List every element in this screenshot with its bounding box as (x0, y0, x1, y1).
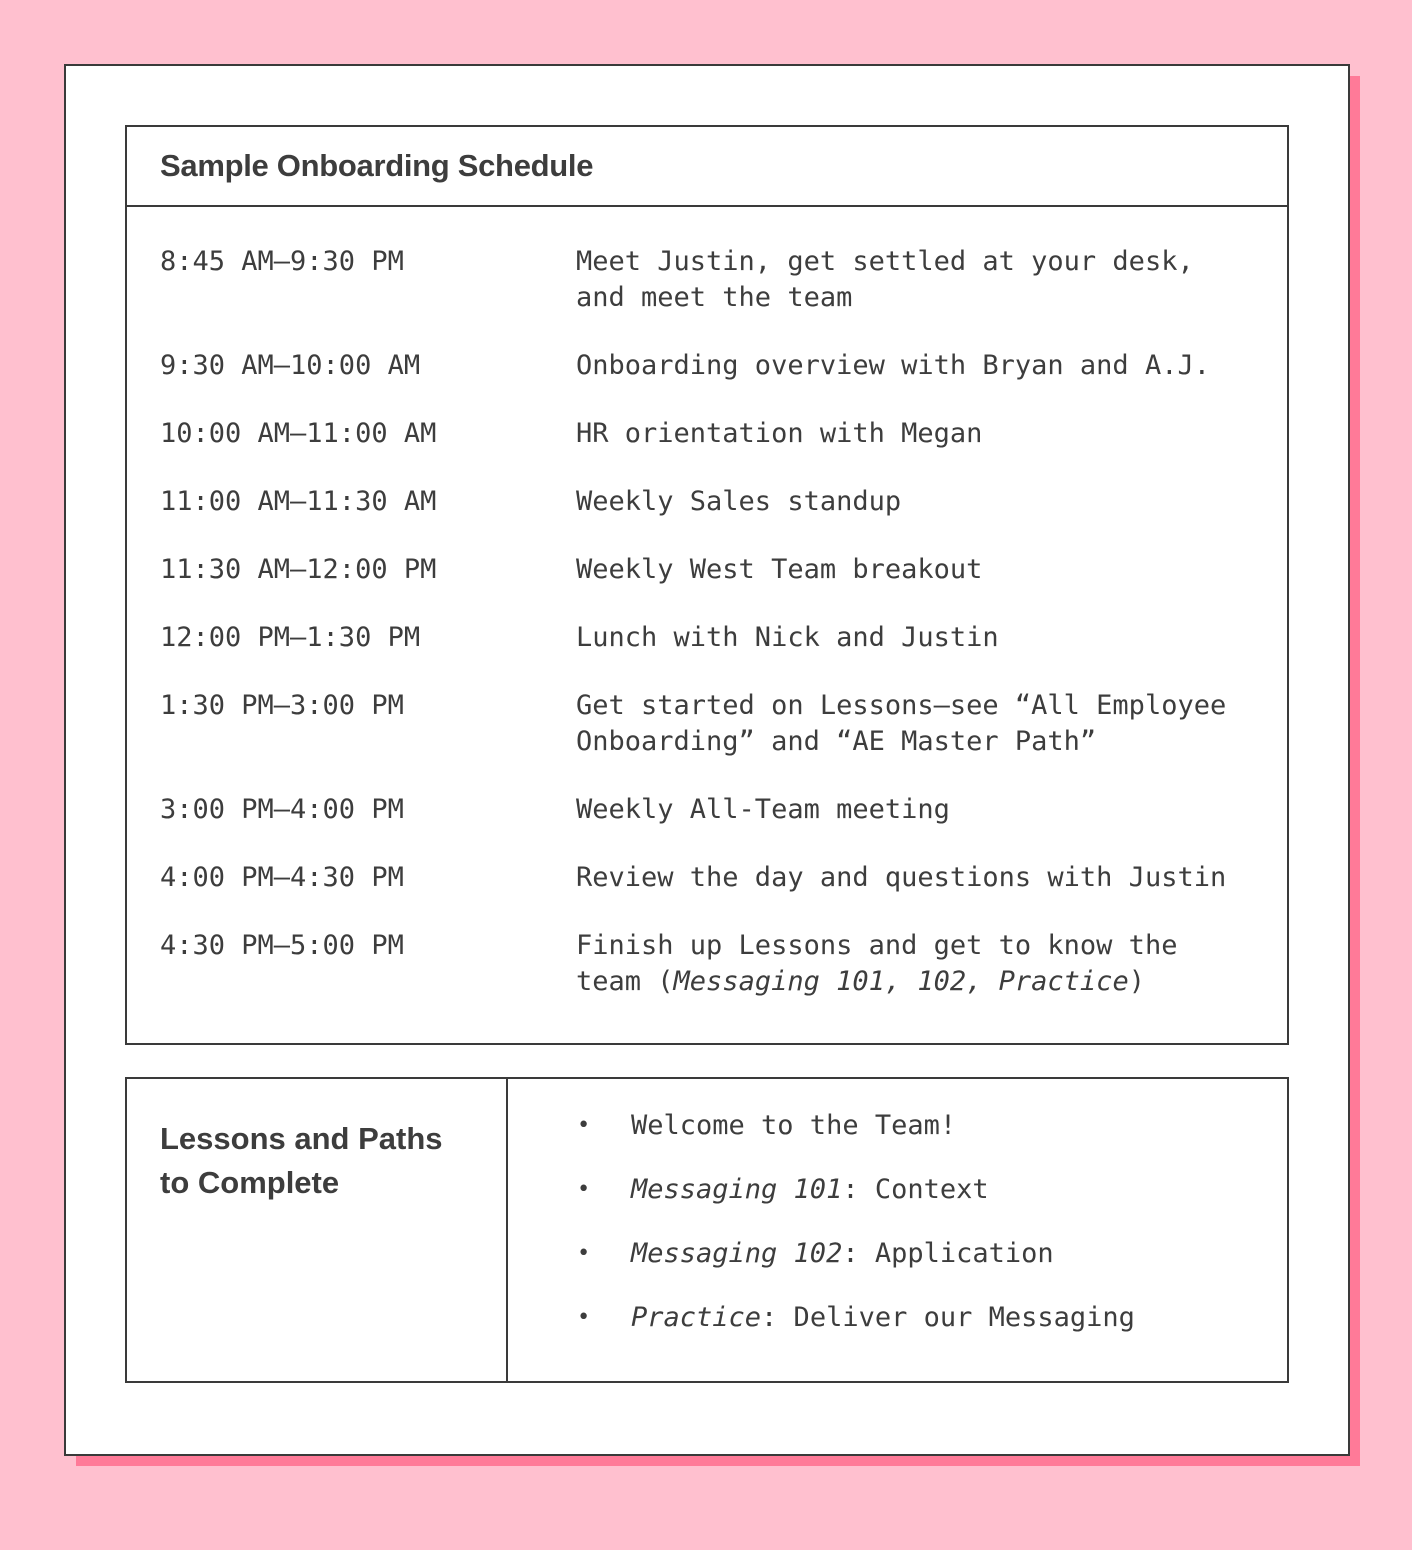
lessons-list (577, 1107, 1135, 1363)
schedule-row (160, 792, 1280, 828)
activity-text: Finish up Lessons and get to know the team ( (576, 930, 1178, 997)
lessons-title: Lessons and Paths to Complete (160, 1121, 443, 1200)
row-time: 11:30 AM–12:00 PM (160, 554, 437, 585)
row-time: 4:00 PM–4:30 PM (160, 862, 404, 893)
bullet-icon: • (577, 1176, 591, 1202)
schedule-table (125, 125, 1289, 1045)
lesson-name: Messaging 101 (631, 1173, 843, 1205)
row-activity: Weekly West Team breakout (576, 554, 983, 585)
schedule-row (160, 244, 1280, 316)
row-time: 11:00 AM–11:30 AM (160, 486, 437, 517)
list-item (577, 1107, 1135, 1143)
schedule-row (160, 928, 1280, 1000)
bullet-icon: • (577, 1112, 591, 1138)
row-activity: Weekly All-Team meeting (576, 794, 950, 825)
list-item (577, 1235, 1135, 1271)
row-time: 1:30 PM–3:00 PM (160, 690, 404, 721)
bullet-icon: • (577, 1240, 591, 1266)
schedule-row (160, 860, 1280, 896)
row-time: 12:00 PM–1:30 PM (160, 622, 421, 653)
list-item (577, 1299, 1135, 1335)
lesson-name: Messaging 102 (631, 1237, 843, 1269)
row-time: 9:30 AM–10:00 AM (160, 350, 421, 381)
row-activity: Meet Justin, get settled at your desk, and meet the team (576, 246, 1194, 313)
schedule-rows (160, 244, 1280, 1032)
column-divider (506, 1079, 508, 1381)
schedule-row (160, 416, 1280, 452)
lesson-text: Welcome to the Team! (631, 1109, 957, 1141)
row-time: 8:45 AM–9:30 PM (160, 246, 404, 277)
activity-lesson-names: Messaging 101, 102, Practice (673, 966, 1129, 997)
schedule-title: Sample Onboarding Schedule (160, 148, 594, 183)
row-activity: Onboarding overview with Bryan and A.J. (576, 350, 1210, 381)
schedule-row (160, 484, 1280, 520)
row-activity: Weekly Sales standup (576, 486, 902, 517)
row-activity: Lunch with Nick and Justin (576, 622, 999, 653)
lesson-text: : Context (842, 1173, 989, 1205)
row-activity: HR orientation with Megan (576, 418, 983, 449)
schedule-row (160, 552, 1280, 588)
list-item (577, 1171, 1135, 1207)
lesson-text: : Application (842, 1237, 1054, 1269)
schedule-row (160, 688, 1280, 760)
schedule-row (160, 620, 1280, 656)
row-time: 3:00 PM–4:00 PM (160, 794, 404, 825)
lesson-name: Practice (631, 1301, 762, 1333)
row-activity: Review the day and questions with Justin (576, 862, 1227, 893)
row-time: 4:30 PM–5:00 PM (160, 930, 404, 961)
row-activity: Get started on Lessons–see “All Employee Onboarding” and “AE Master Path” (576, 690, 1227, 757)
schedule-header (127, 127, 1287, 207)
lesson-text: : Deliver our Messaging (761, 1301, 1135, 1333)
row-activity (576, 928, 1276, 1000)
bullet-icon: • (577, 1304, 591, 1330)
lessons-table (125, 1077, 1289, 1383)
schedule-row (160, 348, 1280, 384)
document-card (64, 64, 1350, 1456)
row-time: 10:00 AM–11:00 AM (160, 418, 437, 449)
activity-text-end: ) (1128, 966, 1145, 997)
